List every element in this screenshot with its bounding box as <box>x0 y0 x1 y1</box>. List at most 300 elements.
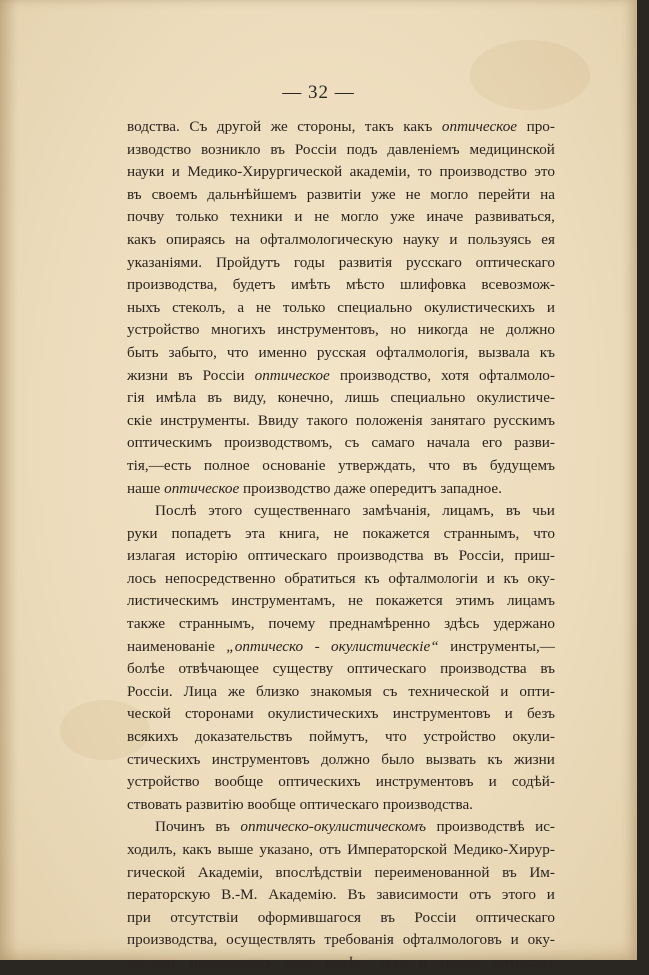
text-line <box>127 387 555 410</box>
word: русскимъ <box>493 411 555 429</box>
word: инструментовъ <box>375 773 474 791</box>
word: только <box>282 298 326 316</box>
word: и <box>486 569 495 587</box>
word: стеколъ, <box>172 298 226 316</box>
word: и <box>546 298 555 316</box>
text-line <box>127 139 555 162</box>
word: замѣчанія, <box>362 502 431 520</box>
word: водства. <box>127 118 180 135</box>
word: развиваться, <box>474 208 555 226</box>
word: лицамъ, <box>442 502 495 520</box>
word: осуществлять <box>226 931 316 949</box>
text-line <box>127 365 555 388</box>
word: не <box>348 592 363 610</box>
word: въ <box>177 366 193 384</box>
word: преднамѣренно <box>329 615 431 633</box>
word: изводство <box>127 140 192 158</box>
word: многихъ <box>211 321 266 339</box>
word: въ <box>505 502 521 520</box>
word: какъ <box>403 118 433 135</box>
word: покажется <box>362 524 430 542</box>
word: переименованной <box>374 863 490 881</box>
word: Академію. <box>268 886 337 904</box>
text-line <box>127 590 555 613</box>
word: такого <box>306 411 348 429</box>
word: ис- <box>535 818 555 836</box>
word: Им- <box>529 863 555 881</box>
word: офталмологовъ <box>402 931 502 949</box>
word: подъ <box>346 140 378 158</box>
word: книга, <box>279 524 320 542</box>
word: гической <box>127 863 186 881</box>
word: излагая <box>127 547 176 565</box>
word: мѣсто <box>345 276 385 294</box>
word: къ <box>487 750 503 768</box>
word: то <box>417 163 432 181</box>
word: оптическимъ <box>127 434 212 452</box>
word: и <box>294 208 303 226</box>
word: ныхъ <box>127 298 161 316</box>
word: въ <box>270 140 285 158</box>
text-line <box>127 703 555 726</box>
text-line <box>127 658 555 681</box>
word: не <box>479 321 495 339</box>
word: въ <box>540 660 555 678</box>
text-line <box>127 929 555 952</box>
word: ствовать <box>127 795 182 813</box>
word: вообще <box>214 773 264 791</box>
text-line <box>127 455 555 478</box>
word: производство <box>243 479 331 497</box>
word: шлифовка <box>400 276 466 294</box>
word: только <box>175 208 219 226</box>
word: въ <box>502 863 517 881</box>
word: существу <box>272 660 334 678</box>
word: офталмоло- <box>479 366 555 384</box>
word: при <box>127 908 151 926</box>
word: безъ <box>526 705 555 723</box>
word: же <box>227 682 245 700</box>
word: чьи <box>532 502 555 520</box>
word: „оптическо <box>226 637 304 655</box>
word: въ <box>127 185 142 203</box>
word: руки <box>127 524 158 542</box>
word: къ <box>539 343 555 361</box>
word: Пройдутъ <box>215 253 281 271</box>
word: какъ <box>127 230 157 248</box>
word: Императорской <box>347 841 448 858</box>
word: въ <box>215 818 230 836</box>
text-line <box>127 726 555 749</box>
word: В.-М. <box>221 886 258 904</box>
word: на <box>235 230 250 248</box>
word: инструменты. <box>160 411 250 429</box>
word: стороны, <box>297 118 356 135</box>
word: указаніями. <box>127 253 203 271</box>
word: окулистическихъ <box>267 705 379 723</box>
word: указано, <box>259 841 314 858</box>
word: именно <box>258 343 307 361</box>
word: занятаго <box>430 411 486 429</box>
word: такъ <box>378 953 408 971</box>
word: выше <box>217 841 254 858</box>
paragraph <box>127 500 555 816</box>
word: развитія <box>338 253 393 271</box>
word: теперь <box>438 953 482 971</box>
word: близко <box>255 682 300 700</box>
word: ранѣе, <box>325 953 367 971</box>
word: къ <box>503 569 519 587</box>
word: специально <box>390 389 466 407</box>
word: разви- <box>514 434 555 452</box>
word: производствѣ <box>436 818 525 836</box>
word: оптическаго <box>247 547 328 565</box>
word: лишь <box>344 389 380 407</box>
word: доказательствъ <box>194 728 293 746</box>
text-line <box>127 794 555 817</box>
word: должно <box>506 321 555 339</box>
word: быть <box>127 343 159 361</box>
word: оку- <box>527 569 555 587</box>
word: приходилось <box>189 953 273 971</box>
word: оптическо-окулистическомъ <box>240 818 427 836</box>
word: окулистическіе“ <box>331 637 439 655</box>
word: академіи, <box>349 163 411 181</box>
word: удержано <box>493 615 555 633</box>
paragraph <box>127 116 555 500</box>
word: не <box>314 208 330 226</box>
word: инструментамъ, <box>231 592 336 610</box>
word: болѣе <box>127 660 165 678</box>
text-line <box>127 116 555 139</box>
word: утверждать, <box>338 456 416 474</box>
word: всякихъ <box>127 728 179 746</box>
word: конечно, <box>277 389 334 407</box>
word: его <box>482 434 503 452</box>
word: что <box>226 343 249 361</box>
word: развитію <box>185 795 244 813</box>
word: могло <box>430 185 469 203</box>
text-line <box>127 952 555 975</box>
text-line <box>127 478 555 501</box>
word: окулистическихъ <box>424 298 535 316</box>
word: возникло <box>200 140 261 158</box>
word: оптическихъ <box>278 773 361 791</box>
word: производства. <box>382 795 473 813</box>
word: оптическаго <box>346 660 427 678</box>
word: офталмологія, <box>376 343 469 361</box>
word: зависимости <box>376 886 459 904</box>
word: Починъ <box>155 818 205 836</box>
text-line <box>127 500 555 523</box>
word: Медико-Хирургической <box>187 163 343 181</box>
word: устройство <box>127 321 200 339</box>
word: имѣть <box>290 276 331 294</box>
word: эта <box>245 524 266 542</box>
word: оптическое <box>164 479 240 497</box>
word: производство <box>439 163 527 181</box>
word: хотя <box>441 366 469 384</box>
word: и <box>418 953 427 971</box>
text-line <box>127 771 555 794</box>
text-line <box>127 839 555 862</box>
word: Россіи <box>414 908 457 926</box>
word: оптическое <box>441 118 518 135</box>
word: и <box>171 163 180 181</box>
word: оптическаго <box>475 253 555 271</box>
word: виду, <box>233 389 267 407</box>
word: на <box>540 185 555 203</box>
word: перейти <box>478 185 531 203</box>
word: офталмологическую <box>259 230 393 248</box>
word: же <box>270 118 288 135</box>
word: вообще <box>247 795 296 813</box>
word: жизни <box>127 366 168 384</box>
word: производство, <box>339 366 432 384</box>
word: устройство <box>423 728 496 746</box>
word: - <box>314 637 320 655</box>
text-line <box>127 297 555 320</box>
word: будущемъ <box>489 456 555 474</box>
word: производства <box>337 547 424 565</box>
word: ея <box>541 230 555 248</box>
word: страннымъ, <box>443 524 520 542</box>
word: не <box>405 185 421 203</box>
text-line <box>127 749 555 772</box>
text-line <box>127 816 555 839</box>
word: вызвать <box>425 750 477 768</box>
word: Лица <box>183 682 217 700</box>
word: полное <box>203 456 250 474</box>
word: опираясь <box>166 230 226 248</box>
word: дальнѣйшемъ <box>207 185 297 203</box>
word: развитіи <box>306 185 362 203</box>
word: поймутъ, <box>309 728 369 746</box>
body-text <box>127 116 555 975</box>
word: производства, <box>127 276 218 294</box>
word: что <box>428 456 451 474</box>
word: впослѣдствіи <box>275 863 362 881</box>
word: страннымъ, <box>178 615 255 633</box>
word: положенія <box>355 411 423 429</box>
word: всевозмож- <box>481 276 555 294</box>
word: никогда <box>417 321 469 339</box>
word: науку <box>402 230 440 248</box>
text-line <box>127 523 555 546</box>
word: оптическое <box>254 366 330 384</box>
word: къ <box>364 569 380 587</box>
word: уже <box>390 208 415 226</box>
text-line <box>127 319 555 342</box>
word: западное. <box>440 479 502 497</box>
word: оптическаго <box>475 908 555 926</box>
word: исторію <box>185 547 238 565</box>
word: какъ <box>182 841 212 858</box>
word: съ <box>382 682 398 700</box>
word: даже <box>334 479 366 497</box>
word: но <box>390 321 407 339</box>
word: скіе <box>127 411 153 429</box>
text-line <box>127 161 555 184</box>
word: сторонами <box>185 705 254 723</box>
word: Въ <box>347 886 366 904</box>
word: вызвала <box>478 343 530 361</box>
text-line <box>127 252 555 275</box>
text-line <box>127 184 555 207</box>
word: русскаго <box>406 253 462 271</box>
word: инструментовъ, <box>277 321 379 339</box>
word: опередитъ <box>369 479 437 497</box>
word: покажется <box>375 592 443 610</box>
word: жизни <box>514 750 555 768</box>
word: инструментовъ <box>392 705 491 723</box>
word: Россіи, <box>458 547 505 565</box>
paragraph <box>127 816 555 974</box>
text-line <box>127 545 555 568</box>
word: иначе <box>426 208 464 226</box>
word: оптическаго <box>299 795 379 813</box>
word: въ <box>462 456 478 474</box>
word: оку- <box>527 931 555 949</box>
word: имѣла <box>155 389 197 407</box>
text-line <box>127 884 555 907</box>
word: такъ <box>364 118 394 135</box>
text-line <box>127 568 555 591</box>
word: Россіи <box>202 366 245 384</box>
word: другой <box>216 118 262 135</box>
word: содѣй- <box>511 773 555 791</box>
word: самаго <box>371 434 415 452</box>
word: тія,—есть <box>127 456 192 474</box>
word: въ <box>433 547 449 565</box>
word: этого <box>208 502 243 520</box>
text-line <box>127 862 555 885</box>
word: листическимъ <box>127 592 219 610</box>
word: и <box>449 230 458 248</box>
word: инструменты,— <box>450 637 555 655</box>
word: ператорскую <box>127 886 211 904</box>
word: давленіемъ <box>387 140 460 158</box>
word: и <box>488 773 497 791</box>
word: устройство <box>127 773 200 791</box>
text-line <box>127 681 555 704</box>
word: медицинской <box>469 140 555 158</box>
word: лицамъ <box>506 592 555 610</box>
text-line <box>127 432 555 455</box>
word: Послѣ <box>155 502 197 520</box>
word: оформившагося <box>257 908 361 926</box>
text-line <box>127 907 555 930</box>
word: требованія <box>324 931 394 949</box>
word: и <box>546 886 555 904</box>
word: знакомыя <box>310 682 372 700</box>
word: техники <box>230 208 283 226</box>
word: не <box>333 524 349 542</box>
word: гія <box>127 389 145 407</box>
word: и <box>504 705 513 723</box>
word: производства <box>440 660 527 678</box>
word: отвѣчающее <box>178 660 259 678</box>
word: производства, <box>127 931 218 949</box>
word: окули- <box>512 728 555 746</box>
page-edge-shadow <box>0 0 18 960</box>
word: про- <box>526 118 555 135</box>
word: пользуясь <box>467 230 532 248</box>
word: этимъ <box>455 592 495 610</box>
word: годы <box>293 253 325 271</box>
word: не <box>256 298 271 316</box>
word: съ <box>344 434 360 452</box>
word: что <box>533 524 555 542</box>
text-line <box>127 342 555 365</box>
word: что <box>385 728 407 746</box>
word: отсутствіи <box>170 908 239 926</box>
word: этого <box>501 886 536 904</box>
word: технической <box>408 682 490 700</box>
text-line <box>127 274 555 297</box>
word: какъ <box>284 953 314 971</box>
word: опти- <box>519 682 555 700</box>
word: могло <box>340 208 379 226</box>
word: ческой <box>127 705 171 723</box>
word: начала <box>426 434 470 452</box>
word: основаніе <box>262 456 326 474</box>
word: отъ <box>319 841 342 858</box>
word: русская <box>316 343 367 361</box>
word: приш- <box>514 547 555 565</box>
word: Россіи <box>294 140 337 158</box>
word: существеннаго <box>254 502 351 520</box>
word: было <box>381 750 415 768</box>
word: инструментовъ <box>211 750 310 768</box>
word: Медико-Хирур- <box>453 841 555 858</box>
word: непосредственно <box>164 569 276 587</box>
word: почву <box>127 208 165 226</box>
word: должно <box>320 750 370 768</box>
word: науки <box>127 163 165 181</box>
word: въ <box>207 389 223 407</box>
word: оптикамъ <box>493 953 555 971</box>
word: попадетъ <box>171 524 232 542</box>
word: ходилъ, <box>127 841 177 858</box>
word: въ <box>380 908 396 926</box>
word: наименованіе <box>127 637 215 655</box>
word: Россіи. <box>127 682 173 700</box>
word: забыто, <box>168 343 217 361</box>
word: листовъ <box>127 953 179 971</box>
word: стическихъ <box>127 750 201 768</box>
word: производствомъ, <box>224 434 333 452</box>
word: Съ <box>189 118 208 135</box>
word: специально <box>337 298 413 316</box>
word: лось <box>127 569 157 587</box>
word: это <box>534 163 555 181</box>
word: обратиться <box>284 569 356 587</box>
text-line <box>127 229 555 252</box>
word: и <box>500 682 509 700</box>
word: Ввиду <box>257 411 299 429</box>
word: здѣсь <box>444 615 480 633</box>
text-line <box>127 206 555 229</box>
word: своемъ <box>151 185 198 203</box>
text-line <box>127 636 555 659</box>
word: отъ <box>469 886 492 904</box>
word: наше <box>127 479 161 497</box>
word: будетъ <box>232 276 276 294</box>
word: также <box>127 615 165 633</box>
text-line <box>127 613 555 636</box>
text-line <box>127 410 555 433</box>
